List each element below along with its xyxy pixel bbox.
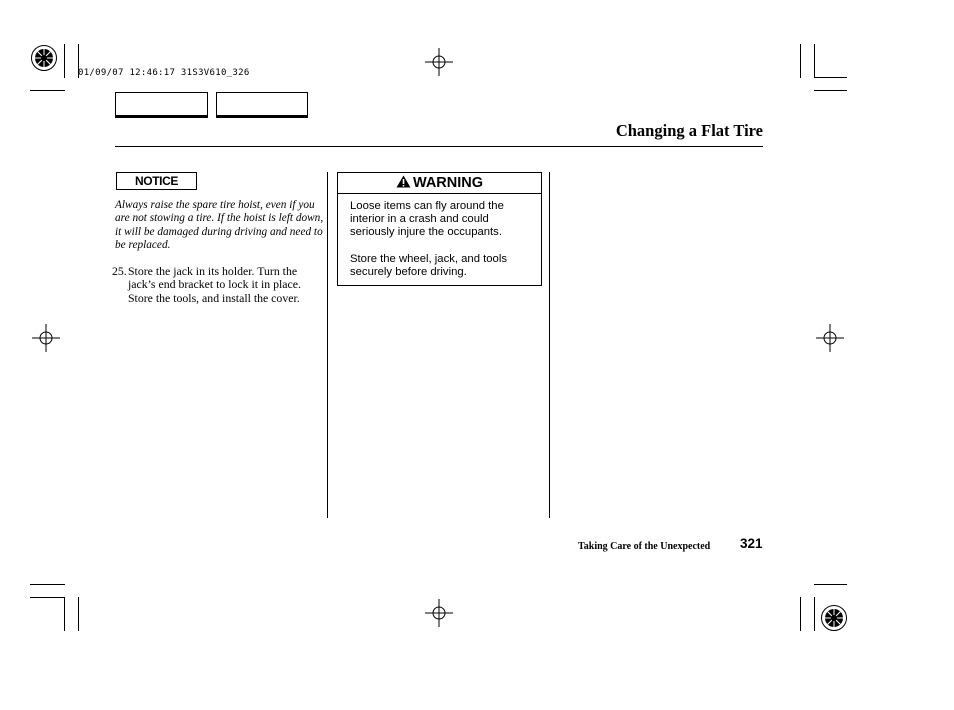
warning-paragraph: Store the wheel, jack, and tools securely before driving. [350, 253, 507, 278]
warning-box [337, 172, 542, 286]
warning-text [338, 194, 541, 279]
print-stamp: 01/09/07 12:46:17 31S3V610_326 [78, 68, 250, 78]
header-rule [115, 146, 763, 147]
header-tab-box [115, 92, 208, 118]
step-item [112, 265, 322, 305]
page-number: 321 [740, 536, 763, 551]
crosshair-icon [32, 324, 60, 352]
column-divider [549, 172, 550, 518]
notice-badge: NOTICE [116, 172, 197, 190]
notice-text: Always raise the spare tire hoist, even if you are not stowing a tire. If the hoist is left down, it will be damaged during driving and need to be replaced. [115, 199, 324, 251]
step-number: 25. [112, 264, 127, 278]
warning-paragraph: Loose items can fly around the interior in a crash and could seriously injure the occupants. [350, 200, 504, 238]
crosshair-icon [425, 599, 453, 627]
column-divider [327, 172, 328, 518]
step-text: Store the jack in its holder. Turn the jack’s end bracket to lock it in place. Store the tools, and install the cover. [128, 264, 301, 305]
header-tab-box [216, 92, 308, 118]
registration-starburst-icon [820, 604, 848, 632]
warning-triangle-icon [396, 175, 411, 188]
crosshair-icon [425, 48, 453, 76]
crosshair-icon [816, 324, 844, 352]
warning-header [338, 173, 541, 194]
warning-label: WARNING [412, 175, 484, 191]
registration-starburst-icon [30, 44, 58, 72]
footer-section-title: Taking Care of the Unexpected [578, 541, 711, 552]
page-title: Changing a Flat Tire [615, 121, 763, 140]
